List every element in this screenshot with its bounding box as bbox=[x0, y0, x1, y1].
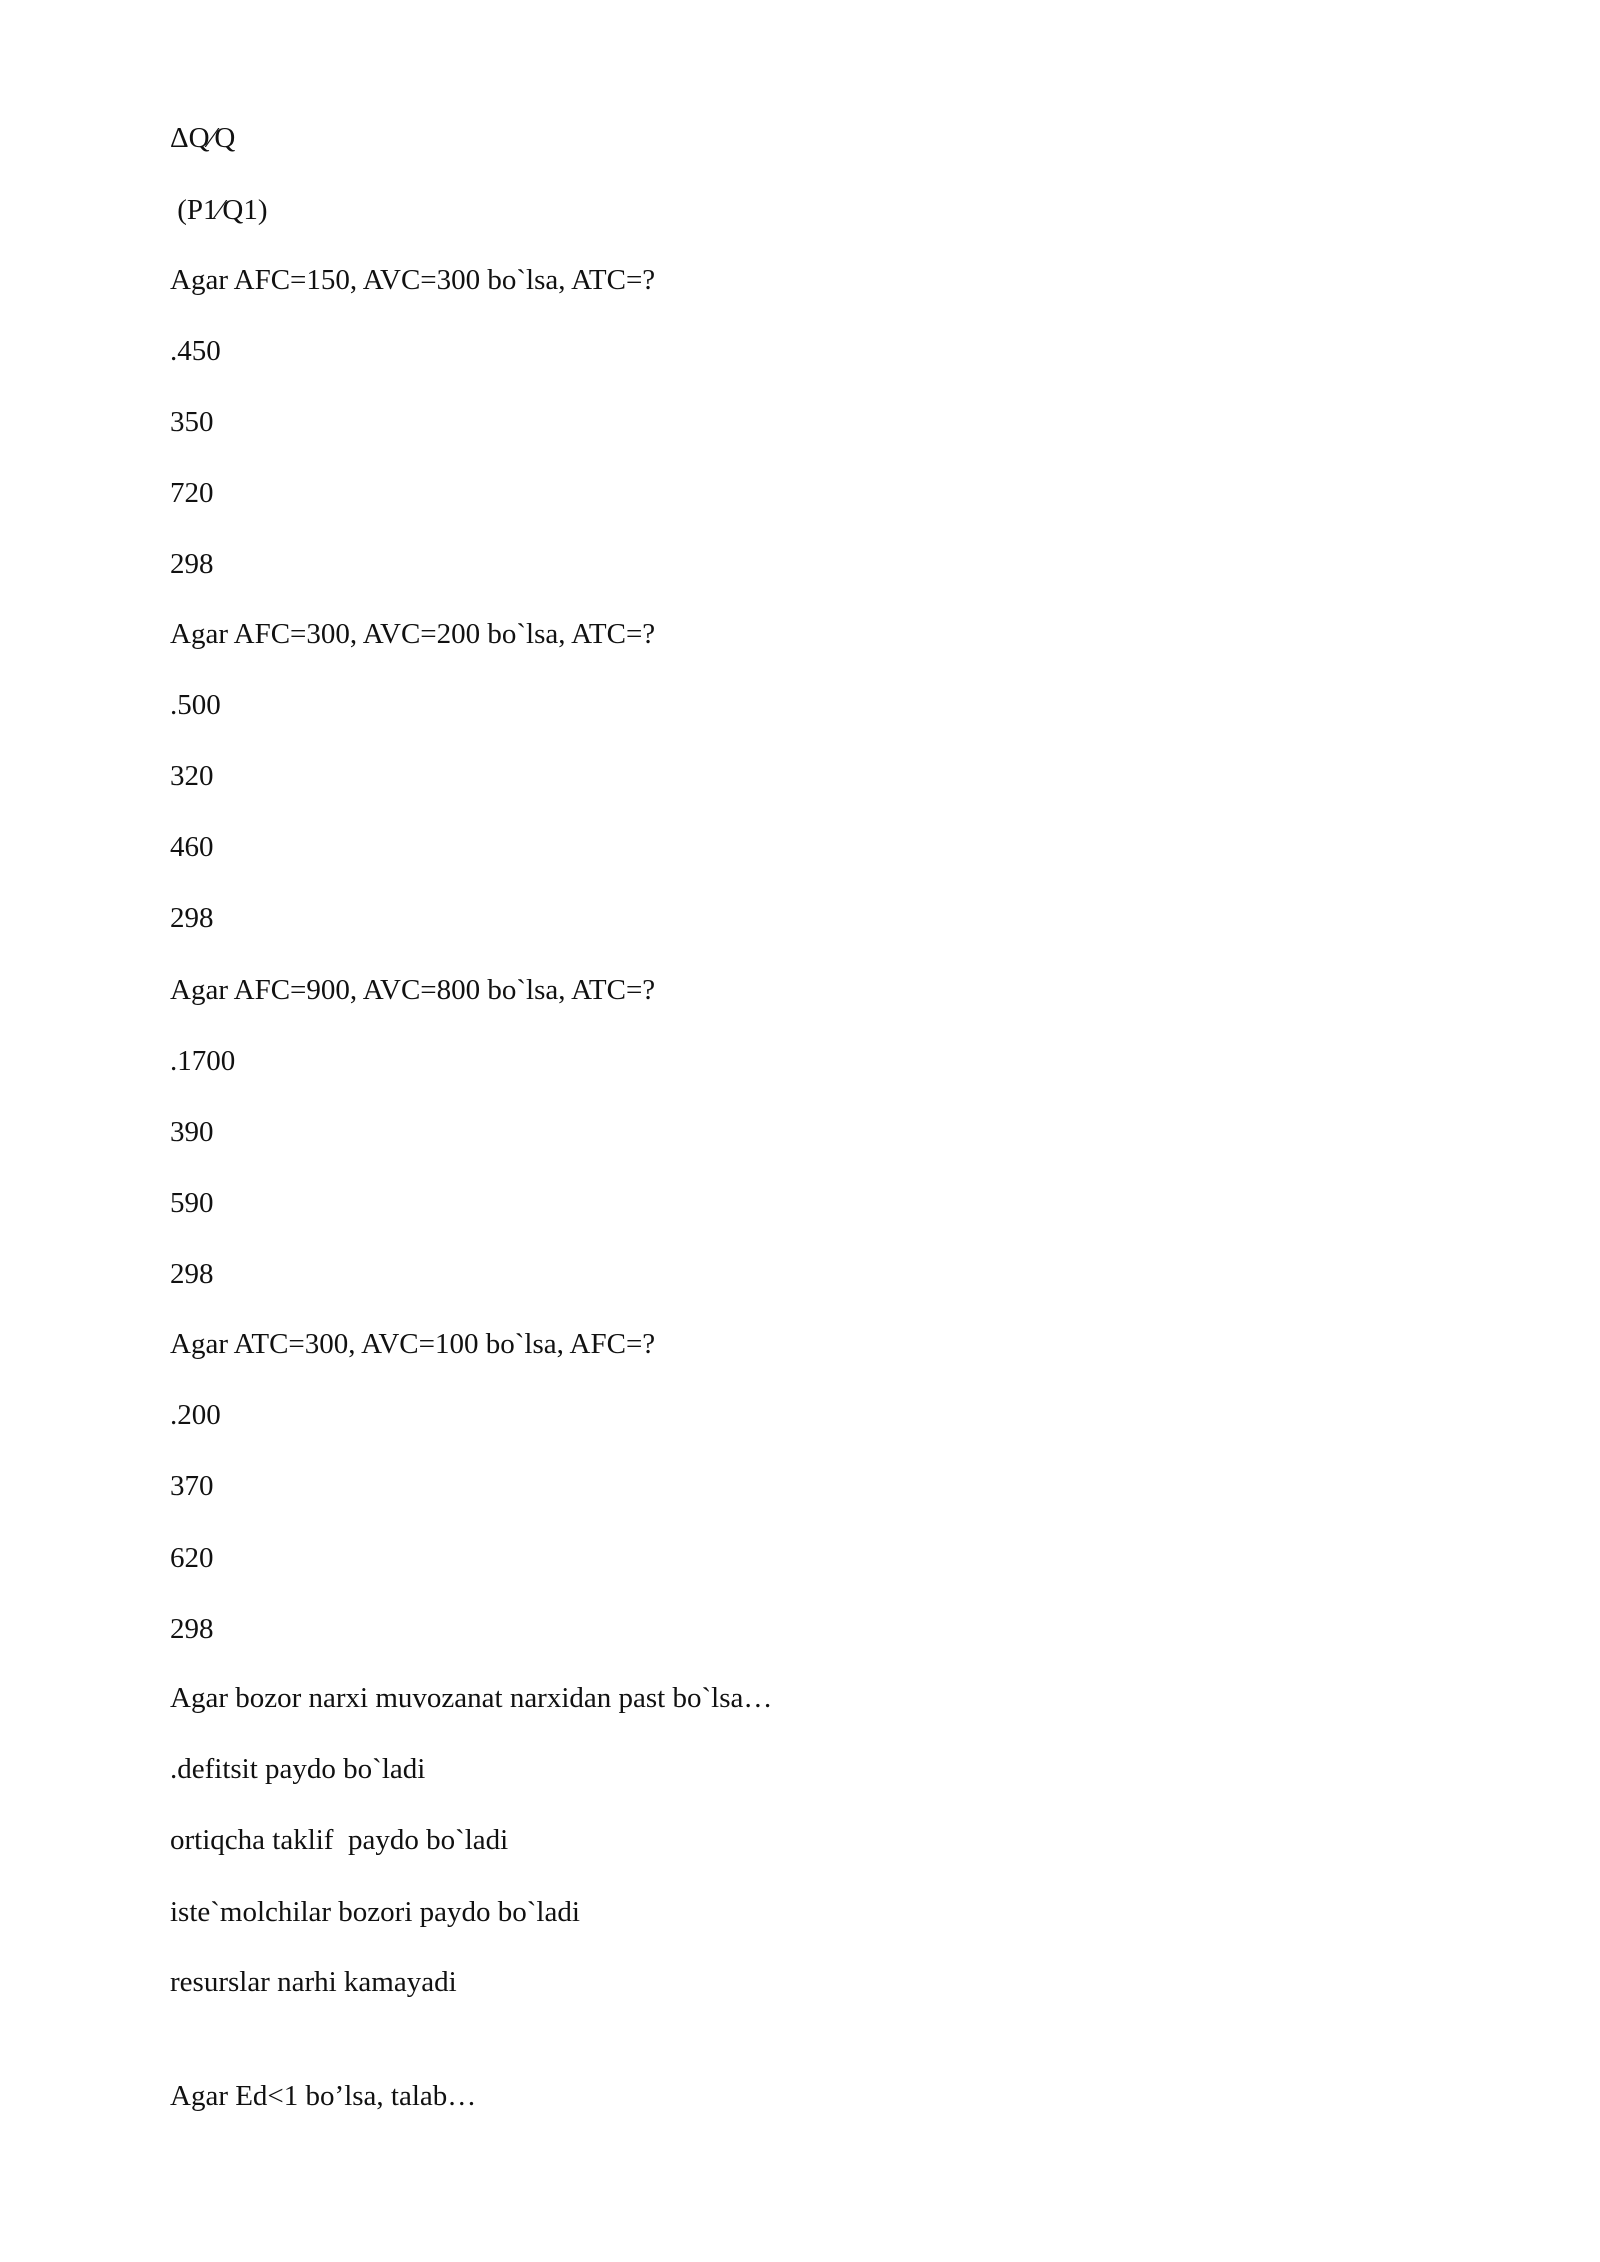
question-1-option-1: .450 bbox=[170, 335, 221, 367]
question-3-option-4: 298 bbox=[170, 1258, 214, 1290]
question-4: Agar ATC=300, AVC=100 bo`lsa, AFC=? bbox=[170, 1328, 656, 1360]
question-3-option-2: 390 bbox=[170, 1116, 214, 1148]
question-1: Agar AFC=150, AVC=300 bo`lsa, ATC=? bbox=[170, 264, 656, 296]
question-4-option-4: 298 bbox=[170, 1613, 214, 1645]
question-3-option-3: 590 bbox=[170, 1187, 214, 1219]
question-5-option-2: ortiqcha taklif paydo bo`ladi bbox=[170, 1824, 509, 1856]
question-5-option-3: iste`molchilar bozori paydo bo`ladi bbox=[170, 1896, 580, 1928]
question-2-option-1: .500 bbox=[170, 689, 221, 721]
question-2-option-2: 320 bbox=[170, 760, 214, 792]
question-4-option-2: 370 bbox=[170, 1470, 214, 1502]
question-5-option-1: .defitsit paydo bo`ladi bbox=[170, 1753, 426, 1785]
formula-line-1: ΔQ⁄Q bbox=[170, 122, 236, 154]
question-5: Agar bozor narxi muvozanat narxidan past bo`lsa… bbox=[170, 1682, 773, 1714]
question-5-option-4: resurslar narhi kamayadi bbox=[170, 1966, 457, 1998]
question-4-option-3: 620 bbox=[170, 1542, 214, 1574]
question-4-option-1: .200 bbox=[170, 1399, 221, 1431]
question-1-option-2: 350 bbox=[170, 406, 214, 438]
question-1-option-4: 298 bbox=[170, 548, 214, 580]
question-2: Agar AFC=300, AVC=200 bo`lsa, ATC=? bbox=[170, 618, 656, 650]
question-2-option-4: 298 bbox=[170, 902, 214, 934]
question-2-option-3: 460 bbox=[170, 831, 214, 863]
formula-line-2: (P1⁄Q1) bbox=[170, 194, 268, 226]
question-3-option-1: .1700 bbox=[170, 1045, 236, 1077]
question-3: Agar AFC=900, AVC=800 bo`lsa, ATC=? bbox=[170, 974, 656, 1006]
question-6: Agar Ed<1 bo’lsa, talab… bbox=[170, 2080, 477, 2112]
question-1-option-3: 720 bbox=[170, 477, 214, 509]
